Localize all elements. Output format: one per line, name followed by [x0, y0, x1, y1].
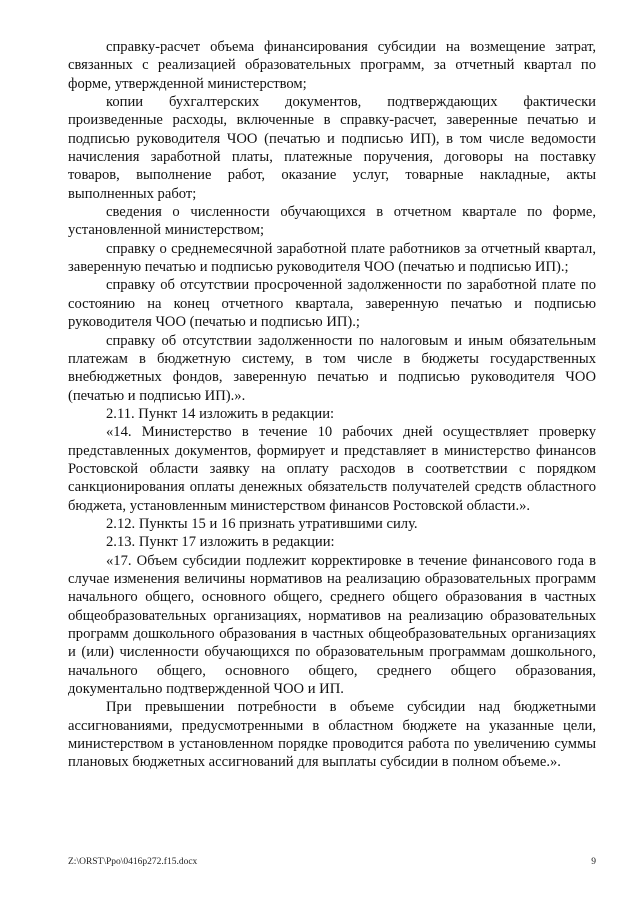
paragraph-list-item: копии бухгалтерских документов, подтверждающих фактически произведенные расходы, включенные в справку-расчет, заверенные печатью и подписью руководителя ЧОО (печатью и подписью ИП), в том числе ведомости начисления заработной платы, платежные поручения, договоры на поставку товаров, выполнение работ, оказание услуг, товарные накладные, акты выполненных работ;: [68, 94, 596, 202]
paragraph-quoted-clause: При превышении потребности в объеме субсидии над бюджетными ассигнованиями, предусмотренными в областном бюджете на указанные цели, министерством в установленном порядке проводится работа по увеличению суммы плановых бюджетных ассигнований для выплаты субсидии в полном объеме.».: [68, 699, 596, 771]
paragraph-list-item: справку о среднемесячной заработной плате работников за отчетный квартал, заверенную печатью и подписью руководителя ЧОО (печатью и подписью ИП).;: [68, 240, 596, 276]
document-body: [68, 38, 596, 772]
paragraph-list-item: справку об отсутствии задолженности по налоговым и иным обязательным платежам в бюджетную систему, в том числе в бюджеты государственных внебюджетных фондов, заверенную печатью и подписью руководителя ЧОО (печатью и подписью ИП).».: [68, 332, 596, 404]
paragraph-list-item: справку об отсутствии просроченной задолженности по заработной плате по состоянию на конец отчетного квартала, заверенную печатью и подписью руководителя ЧОО (печатью и подписью ИП).;: [68, 277, 596, 331]
paragraph-clause: 2.12. Пункты 15 и 16 признать утратившими силу.: [106, 515, 418, 532]
paragraph-list-item: сведения о численности обучающихся в отчетном квартале по форме, установленной министерством;: [68, 204, 596, 239]
page-number: 9: [591, 857, 596, 867]
paragraph-clause: 2.11. Пункт 14 изложить в редакции:: [106, 405, 335, 422]
paragraph-list-item: справку-расчет объема финансирования субсидии на возмещение затрат, связанных с реализацией образовательных программ, за отчетный квартал по форме, утвержденной министерством;: [68, 39, 596, 92]
paragraph-clause: 2.13. Пункт 17 изложить в редакции:: [106, 534, 335, 551]
page-footer: [68, 856, 596, 868]
paragraph-quoted-clause: «14. Министерство в течение 10 рабочих дней осуществляет проверку представленных документов, формирует и представляет в министерство финансов Ростовской области заявку на оплату расходов в соответствии с порядком санкционирования оплаты денежных обязательств получателей средств областного бюджета, установленным министерством финансов Ростовской области.».: [68, 424, 596, 514]
paragraph-quoted-clause: «17. Объем субсидии подлежит корректировке в течение финансового года в случае изменения величины нормативов на реализацию образовательных программ начального общего, основного общего, среднего общего образования в частных общеобразовательных организациях, нормативов на реализацию образовательных программ дошкольного образования в частных общеобразовательных организациях и (или) численности обучающихся по образовательным программам дошкольного, начального общего, основного общего, среднего общего образования, документально подтвержденной ЧОО и ИП.: [68, 552, 596, 698]
footer-file-path: Z:\ORST\Ppo\0416p272.f15.docx: [68, 857, 198, 867]
